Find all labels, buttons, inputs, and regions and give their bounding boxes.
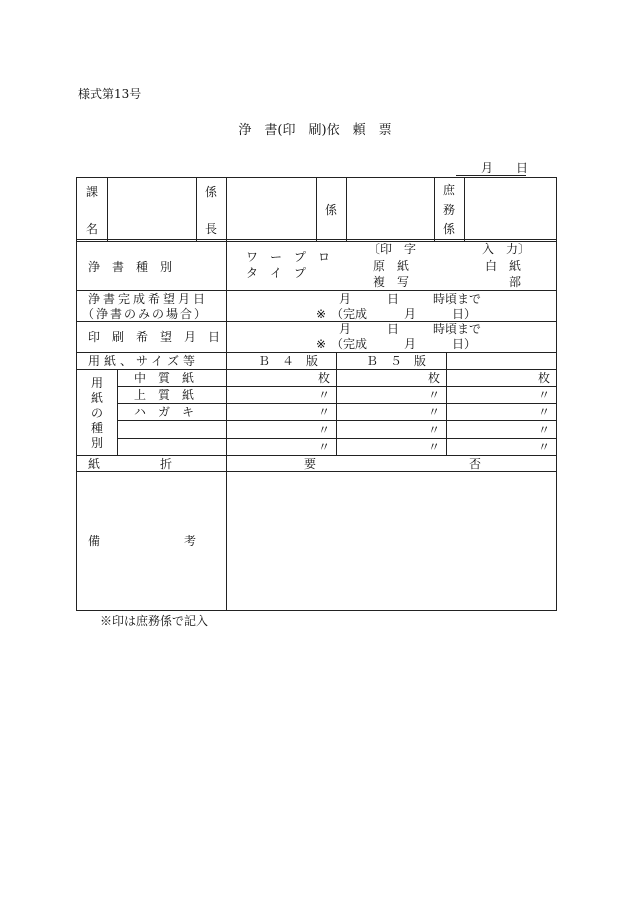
form-number: 様式第13号 — [78, 87, 142, 101]
print-label: 印 刷 希 望 月 日 — [88, 330, 221, 344]
count-postcard-other[interactable]: 〃 — [537, 405, 550, 419]
type-option-wapuro[interactable]: ワ ー プ ロ — [246, 250, 331, 264]
date-underline — [456, 175, 526, 176]
paper-type-postcard: ハ ガ キ — [134, 405, 195, 419]
paper-type-label-4: 種 — [91, 421, 104, 435]
date-month: 月 — [481, 161, 494, 175]
paper-type-label-2: 紙 — [91, 391, 104, 405]
print-note: （完成 — [331, 337, 368, 351]
division-label-bottom: 名 — [86, 222, 99, 236]
count-medium-b5[interactable]: 枚 — [427, 371, 440, 385]
paper-type-label-5: 別 — [91, 436, 104, 450]
completion-note-month[interactable]: 月 — [404, 307, 417, 321]
count-row4-b5[interactable]: 〃 — [427, 423, 440, 437]
completion-day[interactable]: 日 — [387, 292, 400, 306]
date-day: 日 — [516, 161, 529, 175]
completion-note-day[interactable]: 日） — [452, 307, 477, 321]
count-postcard-b5[interactable]: 〃 — [427, 405, 440, 419]
general-affairs-label-1: 庶 — [443, 183, 456, 197]
chief-stamp-box[interactable] — [229, 180, 314, 238]
general-affairs-label-3: 係 — [443, 222, 456, 236]
fold-label: 紙 折 — [88, 457, 173, 471]
count-medium-other[interactable]: 枚 — [537, 371, 550, 385]
remarks-label: 備 考 — [88, 534, 197, 548]
type-option-stencil[interactable]: 原 紙 — [373, 259, 410, 273]
print-until: 時頃まで — [433, 322, 482, 336]
count-fine-b5[interactable]: 〃 — [427, 388, 440, 402]
completion-label-2: （浄書のみの場合） — [82, 307, 209, 321]
fold-yes[interactable]: 要 — [304, 457, 317, 471]
clerk-stamp-box[interactable] — [349, 180, 432, 238]
paper-type-medium: 中 質 紙 — [134, 371, 195, 385]
count-row5-b5[interactable]: 〃 — [427, 440, 440, 454]
completion-month[interactable]: 月 — [339, 292, 352, 306]
print-note-month[interactable]: 月 — [404, 337, 417, 351]
type-label: 浄 書 種 別 — [88, 260, 173, 274]
type-option-copy[interactable]: 複 写 — [373, 275, 410, 289]
count-medium-b4[interactable]: 枚 — [317, 371, 330, 385]
count-row5-other[interactable]: 〃 — [537, 440, 550, 454]
clerk-label: 係 — [325, 203, 338, 217]
type-option-print[interactable]: 〔印 字 — [368, 242, 417, 256]
paper-size-label: 用紙、サイズ等 — [88, 354, 200, 368]
size-b5[interactable]: Ｂ ５ 版 — [366, 354, 427, 368]
completion-until: 時頃まで — [433, 292, 482, 306]
completion-note: （完成 — [331, 307, 368, 321]
print-month[interactable]: 月 — [339, 322, 352, 336]
type-option-type[interactable]: タ イ プ — [246, 266, 307, 280]
chief-label-top: 係 — [205, 185, 218, 199]
print-note-day[interactable]: 日） — [452, 337, 477, 351]
completion-label-1: 浄書完成希望月日 — [88, 292, 209, 306]
count-row4-b4[interactable]: 〃 — [317, 423, 330, 437]
completion-note-mark: ※ — [316, 307, 327, 321]
count-fine-b4[interactable]: 〃 — [317, 388, 330, 402]
paper-type-label-3: の — [91, 406, 104, 420]
remarks-area[interactable] — [229, 474, 555, 609]
division-label-top: 課 — [86, 185, 99, 199]
type-option-blank[interactable]: 白 紙 — [485, 259, 522, 273]
general-affairs-label-2: 務 — [443, 203, 456, 217]
general-affairs-stamp-box[interactable] — [467, 180, 555, 238]
paper-type-label-1: 用 — [91, 376, 104, 390]
chief-label-bottom: 長 — [205, 222, 218, 236]
footnote: ※印は庶務係で記入 — [100, 614, 209, 628]
count-row4-other[interactable]: 〃 — [537, 423, 550, 437]
fold-no[interactable]: 否 — [469, 457, 482, 471]
division-value[interactable] — [110, 180, 194, 238]
count-fine-other[interactable]: 〃 — [537, 388, 550, 402]
count-row5-b4[interactable]: 〃 — [317, 440, 330, 454]
page-title: 浄 書(印 刷)依 頼 票 — [238, 123, 392, 138]
print-day[interactable]: 日 — [387, 322, 400, 336]
count-postcard-b4[interactable]: 〃 — [317, 405, 330, 419]
size-b4[interactable]: Ｂ ４ 版 — [258, 354, 319, 368]
type-option-input[interactable]: 入 力〕 — [482, 242, 531, 256]
paper-type-fine: 上 質 紙 — [134, 388, 195, 402]
print-note-mark: ※ — [316, 337, 327, 351]
copy-count-unit: 部 — [509, 275, 522, 289]
